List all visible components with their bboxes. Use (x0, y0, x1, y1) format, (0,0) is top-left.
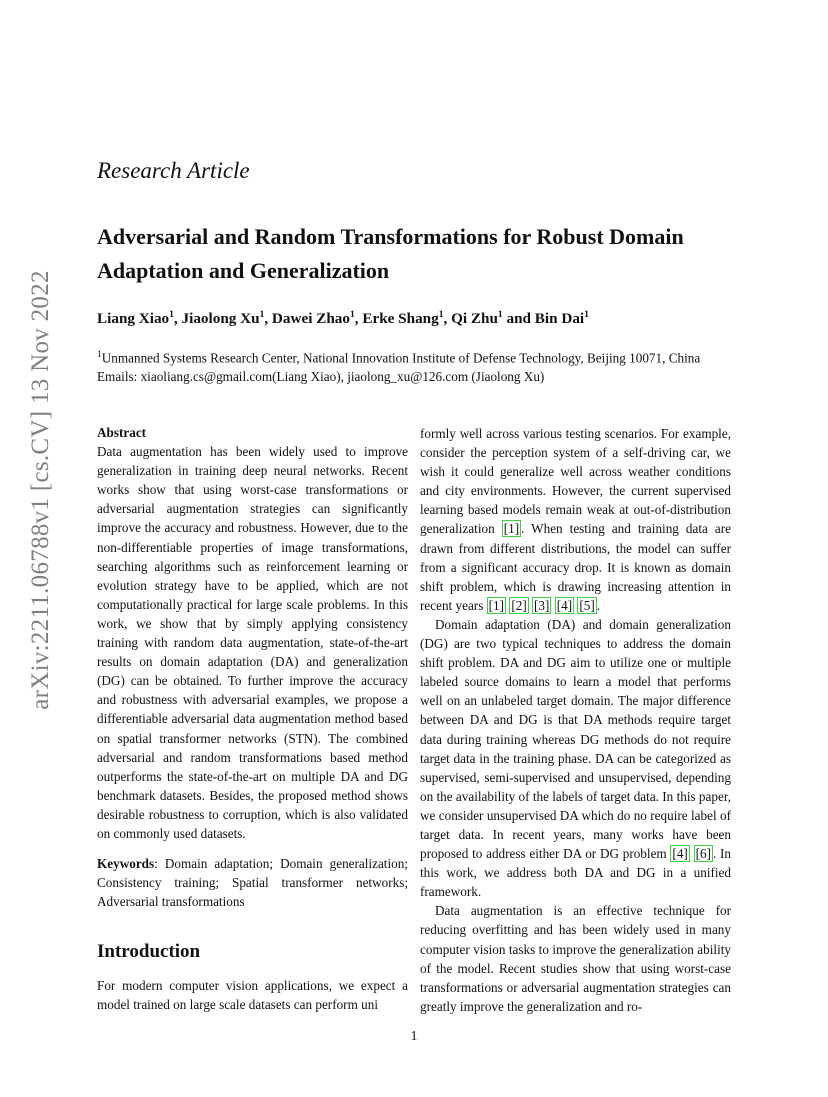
author-emails: Emails: xiaoliang.cs@gmail.com(Liang Xiao), jiaolong_xu@126.com (Jiaolong Xu) (97, 369, 545, 385)
author-name: Liang Xiao (97, 310, 170, 328)
intro-paragraph-2: Domain adaptation (DA) and domain generalization (DG) are two typical techniques to address the domain shift problem. DA and DG aim to utilize one or multiple labeled source domains to learn a model that performs well on an unlabeled target domain. The major difference between DA and DG is that DA methods require target data during training whereas DG methods do not require target data in the training phase. DA can be categorized as supervised, semi-supervised and unsupervised, depending on the availability of the labels of target data. In this paper, we consider unsupervised DA which do no require label of target data. In recent years, many works have been proposed to address either DA or DG problem [4] [6] . In this work, we address both DA and DG in a unified framework. (420, 616, 731, 900)
abstract-text: Data augmentation has been widely used to improve generalization in training deep neural networks. Recent works show that using worst-case transformations or adversarial augmentation strategies can significantly improve the accuracy and robustness. However, due to the non-differentiable properties of image transformations, searching algorithms such as reinforcement learning or evolution strategy have to be applied, which are not computationally practical for large scale problems. In this work, we show that by simply applying consistency training with random data augmentation, state-of-the-art results on domain adaptation (DA) and generalization (DG) can be obtained. To further improve the accuracy and robustness with adversarial examples, we propose a differentiable adversarial data augmentation method based on spatial transformer networks (STN). The combined adversarial and random transformations based method outperforms the state-of-the-art on multiple DA and DG benchmark datasets. Besides, the proposed method shows desirable robustness to corruption, which is also validated on commonly used datasets. (97, 444, 408, 841)
keywords-text: : Domain adaptation; Domain generalization; Consistency training; Spatial transformer networks; Adversarial transformations (97, 856, 408, 910)
article-type: Research Article (97, 158, 250, 183)
author-name: Jiaolong Xu (181, 310, 260, 328)
citation-link[interactable]: [3] (534, 597, 550, 613)
intro-paragraph-3: Data augmentation is an effective technique for reducing overfitting and has been widely used in many computer vision tasks to improve the generalization ability of the model. Recent studies show that using worst-case transformations or adversarial augmentation strategies can greatly improve the generalization and ro- (420, 903, 731, 1014)
right-column (420, 424, 731, 1016)
author-name: Bin Dai (534, 310, 585, 328)
affiliation-block (97, 346, 700, 386)
author-affiliation-marker: 1 (349, 310, 355, 320)
intro-paragraph-1-start: For modern computer vision applications, we expect a model trained on large scale datasets can perform uni (97, 978, 408, 1013)
author-name: Dawei Zhao (271, 310, 350, 328)
author-list: Liang Xiao$^1$, Jiaolong Xu$^1$, Dawei Zhao$^1$, Erke Shang$^1$, Qi Zhu$^1$ and Bin Dai$^1$ (97, 310, 589, 328)
paper-title: Adversarial and Random Transformations for Robust Domain Adaptation and Generalization (97, 224, 684, 283)
author-affiliation-marker: 1 (169, 310, 174, 320)
citation-link[interactable]: [4] (672, 846, 688, 862)
author-name: Erke Shang (362, 310, 439, 328)
keywords (97, 854, 408, 911)
arxiv-sidebar (21, 270, 61, 710)
citation-link[interactable]: [1] (503, 521, 520, 537)
author-name: Qi Zhu (451, 310, 498, 328)
abstract-heading: Abstract (97, 425, 147, 440)
affiliation-text: Unmanned Systems Research Center, National Innovation Institute of Defense Technology, Beijing 10071, China (101, 350, 701, 366)
author-affiliation-marker: 1 (584, 310, 589, 320)
keywords-heading: Keywords (97, 856, 155, 872)
affiliation (97, 346, 700, 367)
citation-link[interactable]: [6] (695, 846, 711, 862)
author-affiliation-marker: 1 (259, 310, 265, 320)
affiliation-marker: 1 (97, 350, 102, 360)
intro-paragraph-1-end: formly well across various testing scenarios. For example, consider the perception system of a self-driving car, we wish it could generalize well across weather conditions and city environments. However, the current supervised learning based models remain weak at out-of-distribution generalization [1] . When testing and training data are drawn from different distributions, the model can suffer from a significant accuracy drop. It is known as domain shift problem, which is drawing increasing attention in recent years [1] [2] [3] [4] [5] . (420, 426, 731, 613)
author-affiliation-marker: 1 (438, 310, 444, 320)
introduction-heading: Introduction (97, 941, 201, 963)
arxiv-identifier: arXiv:2211.06788v1 [cs.CV] 13 Nov 2022 (27, 270, 54, 710)
left-column (97, 423, 408, 1015)
page-number: 1 (410, 1028, 418, 1043)
citation-link[interactable]: [4] (556, 597, 573, 613)
author-affiliation-marker: 1 (497, 310, 503, 320)
citation-link[interactable]: [2] (511, 597, 527, 613)
citation-link[interactable]: [1] (488, 597, 505, 613)
citation-link[interactable]: [5] (579, 597, 595, 613)
